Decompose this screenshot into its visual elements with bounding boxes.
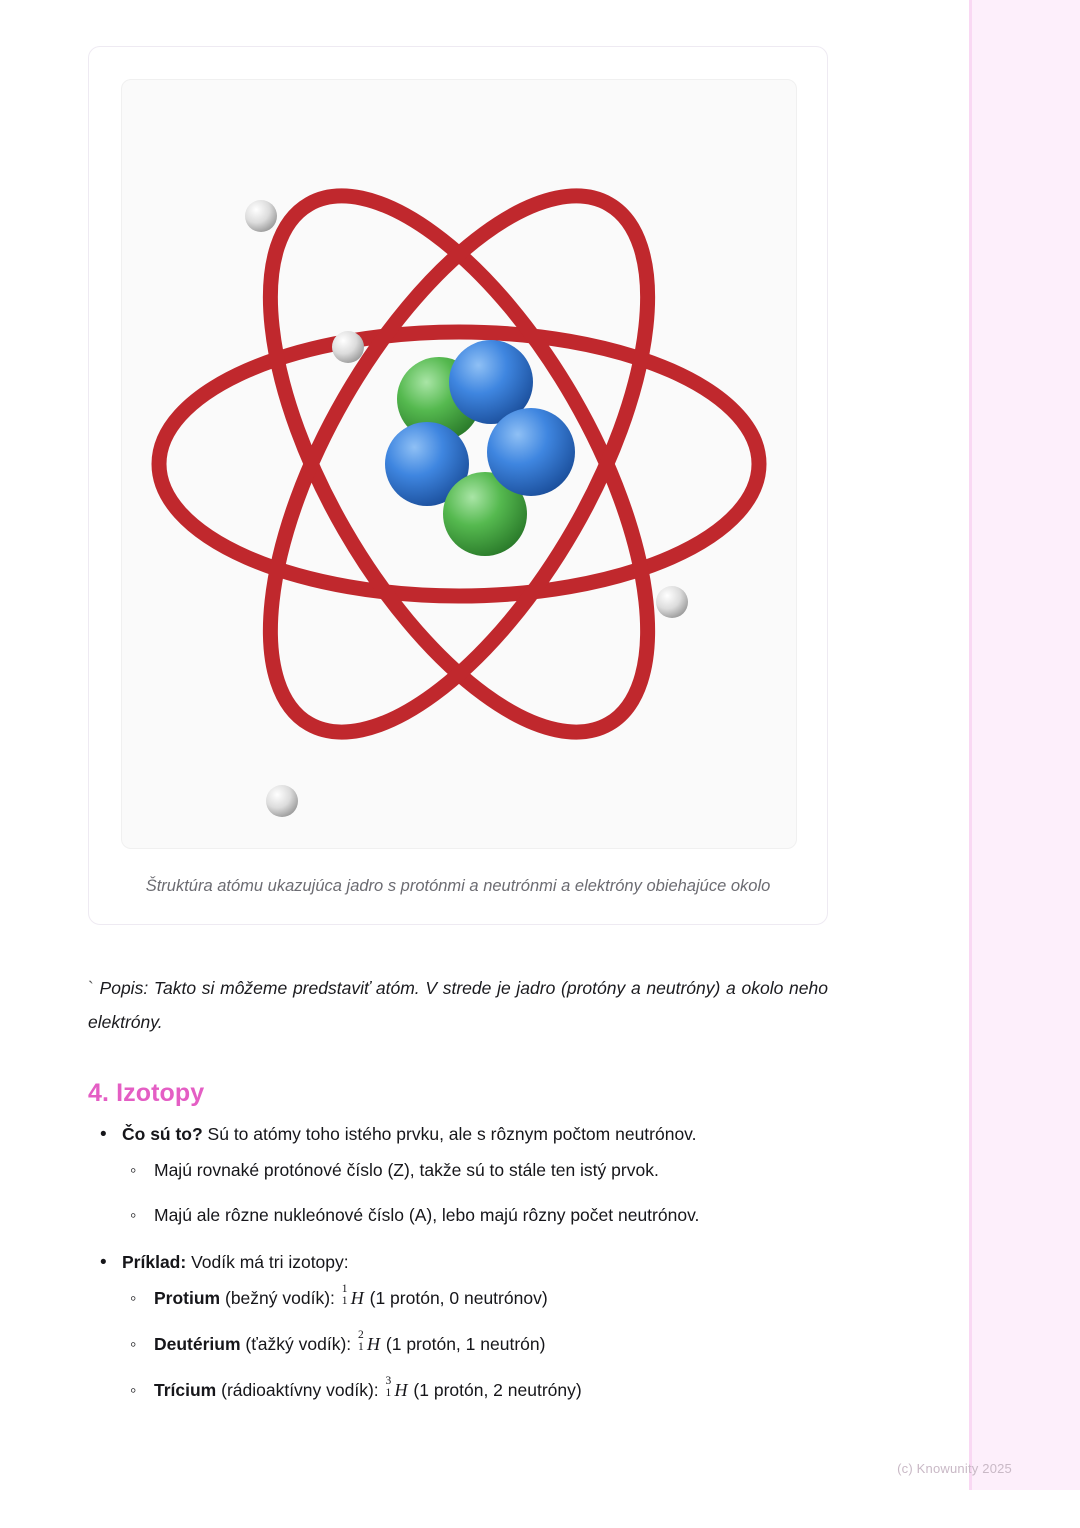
isotope-desc: (rádioaktívny vodík): bbox=[216, 1380, 384, 1401]
mass-number: 1 bbox=[341, 1283, 348, 1296]
list-item-lead: Príklad: bbox=[122, 1251, 187, 1272]
page-edge-decoration bbox=[969, 0, 1080, 1490]
mass-number: 2 bbox=[358, 1329, 364, 1342]
figure-card bbox=[88, 46, 828, 925]
atomic-number: 1 bbox=[358, 1341, 364, 1354]
element-symbol: H bbox=[350, 1288, 364, 1309]
list-item bbox=[154, 1201, 884, 1229]
nuclide-notation bbox=[386, 1376, 408, 1405]
list-item bbox=[122, 1248, 884, 1406]
izotopy-sublist-1 bbox=[122, 1156, 884, 1230]
list-item bbox=[154, 1156, 884, 1184]
description-text: Popis: Takto si môžeme predstaviť atóm. V strede je jadro (protóny a neutróny) a okolo neho elektróny. bbox=[88, 977, 828, 1032]
atomic-number: 1 bbox=[385, 1387, 392, 1400]
nuclide-notation bbox=[342, 1284, 364, 1313]
list-item-row bbox=[122, 1252, 349, 1272]
watermark: (c) Knowunity 2025 bbox=[897, 1461, 1012, 1476]
list-item-text: Sú to atómy toho istého prvku, ale s rôznym počtom neutrónov. bbox=[202, 1123, 697, 1144]
list-item bbox=[154, 1330, 884, 1359]
isotope-name: Protium bbox=[154, 1288, 221, 1309]
element-symbol: H bbox=[367, 1334, 381, 1355]
list-item bbox=[122, 1120, 884, 1230]
sub-item-text: Majú ale rôzne nukleónové číslo (A), lebo majú rôzny počet neutrónov. bbox=[154, 1205, 700, 1226]
sub-item-text: Majú rovnaké protónové číslo (Z), takže sú to stále ten istý prvok. bbox=[154, 1160, 659, 1181]
atom-structure-illustration bbox=[121, 79, 797, 849]
isotope-name: Trícium bbox=[154, 1380, 217, 1401]
izotopy-list bbox=[88, 1120, 884, 1406]
isotope-note: (1 protón, 1 neutrón) bbox=[381, 1334, 546, 1355]
list-item bbox=[154, 1284, 884, 1313]
description-paragraph bbox=[88, 971, 828, 1039]
isotope-note: (1 protón, 2 neutróny) bbox=[408, 1380, 582, 1401]
nucleus bbox=[385, 340, 575, 556]
nuclide-notation bbox=[358, 1330, 380, 1359]
list-item-text: Vodík má tri izotopy: bbox=[186, 1251, 349, 1272]
list-item-row bbox=[122, 1124, 697, 1144]
element-symbol: H bbox=[394, 1380, 408, 1401]
isotope-desc: (ťažký vodík): bbox=[240, 1334, 357, 1355]
figure-caption: Štruktúra atómu ukazujúca jadro s protónmi a neutrónmi a elektróny obiehajúce okolo bbox=[145, 877, 771, 895]
isotope-name: Deutérium bbox=[154, 1334, 241, 1355]
section-title-izotopy: 4. Izotopy bbox=[88, 1078, 205, 1107]
list-item-lead: Čo sú to? bbox=[122, 1123, 203, 1144]
list-item bbox=[154, 1376, 884, 1405]
izotopy-sublist-2 bbox=[122, 1284, 884, 1405]
atomic-number: 1 bbox=[341, 1295, 348, 1308]
mass-number: 3 bbox=[385, 1375, 392, 1388]
isotope-note: (1 protón, 0 neutrónov) bbox=[364, 1288, 548, 1309]
description-tick: ` bbox=[88, 977, 94, 998]
isotope-desc: (bežný vodík): bbox=[220, 1288, 340, 1309]
atom-diagram-svg bbox=[139, 94, 779, 834]
